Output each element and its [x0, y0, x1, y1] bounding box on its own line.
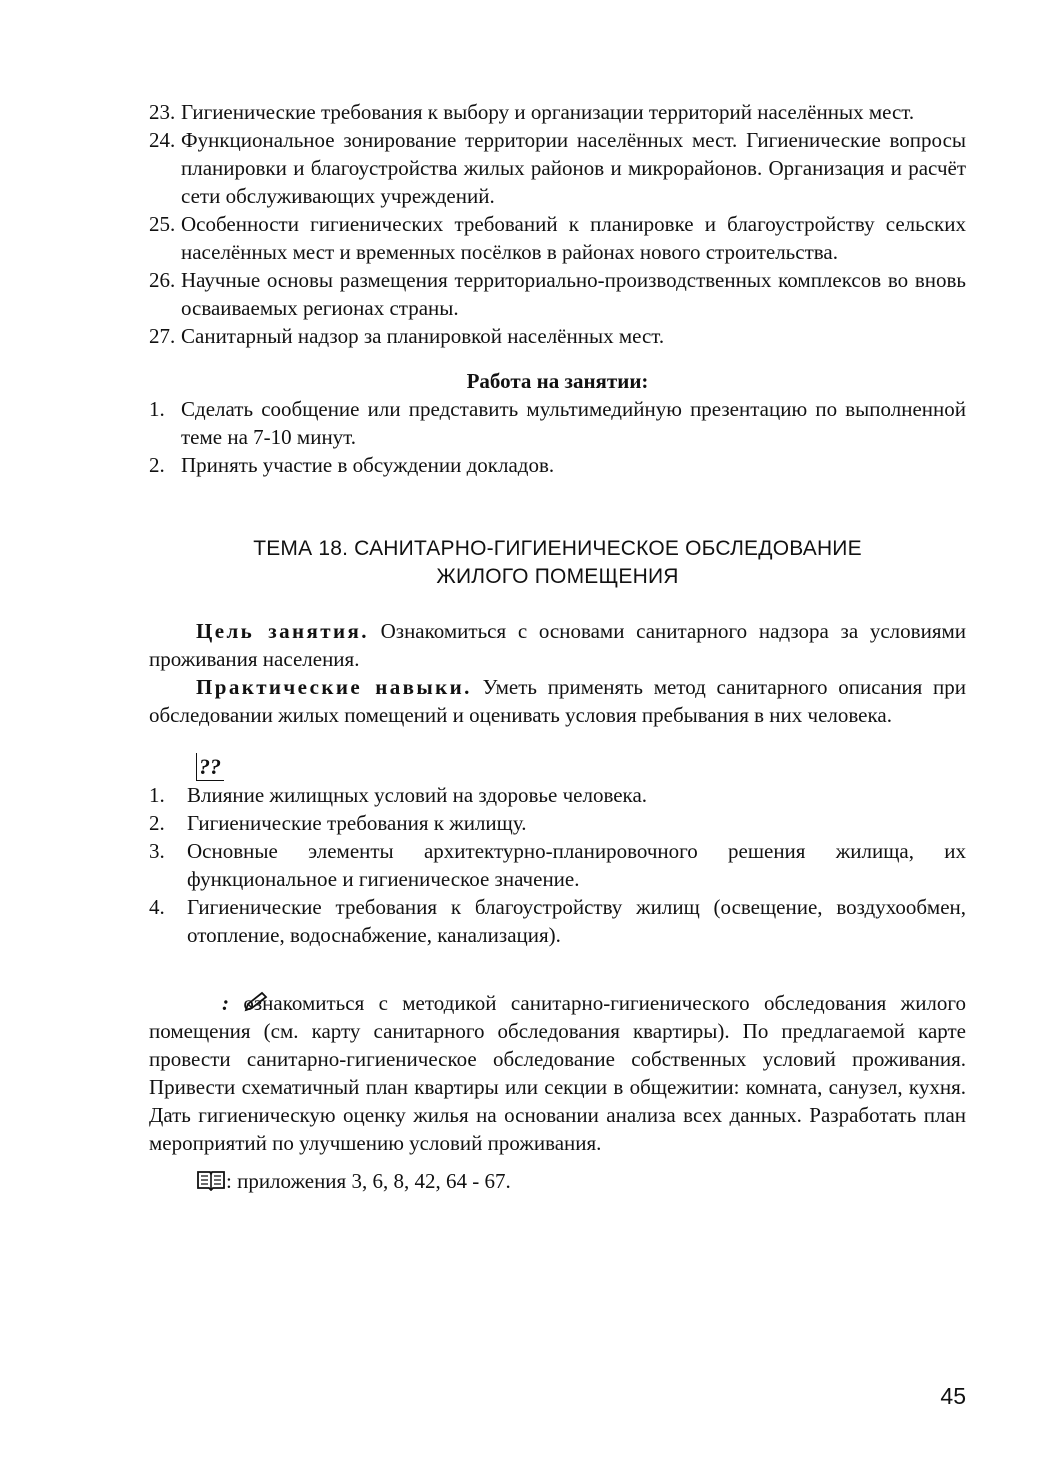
- skills-text: Уметь применять метод санитарного описания при обследовании жилых помещений и оценивать условия пребывания в них человека.: [149, 675, 966, 727]
- page-number: 45: [940, 1383, 966, 1409]
- goal-text: Ознакомиться с основами санитарного надзора за условиями проживания населения.: [149, 619, 967, 671]
- item-text: Гигиенические требования к благоустройству жилищ (освещение, воздухообмен, отопление, водоснабжение, канализация).: [187, 895, 966, 947]
- item-number: 2.: [149, 453, 165, 477]
- item-text: Принять участие в обсуждении докладов.: [181, 453, 555, 477]
- topic-title: [149, 535, 966, 591]
- list-item: [149, 395, 966, 451]
- list-item: [149, 210, 966, 266]
- list-item: [149, 451, 966, 479]
- topics-list: [149, 98, 966, 350]
- item-number: 4.: [149, 895, 165, 919]
- goal-paragraph: [149, 617, 966, 673]
- task-paragraph: [149, 989, 966, 1157]
- item-text: Гигиенические требования к выбору и организации территорий населённых мест.: [181, 100, 915, 124]
- item-text: Функциональное зонирование территории населённых мест. Гигиенические вопросы планировки и благоустройства жилых районов и микрорайонов. Организация и расчёт сети обслуживающих учреждений.: [181, 128, 966, 208]
- references-line: [149, 1167, 966, 1195]
- skills-label: Практические навыки.: [196, 675, 472, 699]
- list-item: [149, 126, 966, 210]
- item-number: 3.: [149, 839, 165, 863]
- pen-icon: [196, 991, 222, 1013]
- item-number: 27.: [149, 324, 176, 348]
- list-item: [149, 837, 966, 893]
- item-text: Особенности гигиенических требований к планировке и благоустройству сельских населённых мест и временных посёлков в районах нового строительства.: [181, 212, 966, 264]
- list-item: [149, 809, 966, 837]
- item-number: 1.: [149, 783, 165, 807]
- book-icon: [196, 1169, 226, 1191]
- topic-title-line2: ЖИЛОГО ПОМЕЩЕНИЯ: [436, 565, 679, 588]
- item-text: Сделать сообщение или представить мультимедийную презентацию по выполненной теме на 7-10 минут.: [181, 397, 966, 449]
- item-text: Научные основы размещения территориально-производственных комплексов во вновь осваиваемых регионах страны.: [181, 268, 966, 320]
- item-number: 24.: [149, 128, 176, 152]
- item-number: 25.: [149, 212, 176, 236]
- item-text: Основные элементы архитектурно-планировочного решения жилища, их функциональное и гигиеническое значение.: [187, 839, 966, 891]
- item-number: 26.: [149, 268, 176, 292]
- task-text: ознакомиться с методикой санитарно-гигиенического обследования жилого помещения (см. карту санитарного обследования квартиры). По предлагаемой карте провести санитарно-гигиеническое обследование собственных условий проживания. Привести схематичный план квартиры или секции в общежитии: комната, санузел, кухня. Дать гигиеническую оценку жилья на основании анализа всех данных. Разработать план мероприятий по улучшению условий проживания.: [149, 991, 967, 1155]
- list-item: [149, 98, 966, 126]
- list-item: [149, 781, 966, 809]
- item-text: Санитарный надзор за планировкой населённых мест.: [181, 324, 665, 348]
- references-text: : приложения 3, 6, 8, 42, 64 - 67.: [226, 1169, 511, 1193]
- item-text: Гигиенические требования к жилищу.: [187, 811, 527, 835]
- skills-paragraph: [149, 673, 966, 729]
- item-number: 2.: [149, 811, 165, 835]
- work-heading: Работа на занятии:: [466, 369, 649, 393]
- questions-icon: ??: [196, 753, 224, 781]
- item-text: Влияние жилищных условий на здоровье человека.: [187, 783, 648, 807]
- item-number: 23.: [149, 100, 176, 124]
- task-label: :: [222, 991, 229, 1015]
- item-number: 1.: [149, 397, 165, 421]
- questions-list: [149, 781, 966, 949]
- work-list: [149, 395, 966, 479]
- topic-title-line1: ТЕМА 18. САНИТАРНО-ГИГИЕНИЧЕСКОЕ ОБСЛЕДОВАНИЕ: [253, 537, 862, 560]
- list-item: [149, 266, 966, 322]
- goal-label: Цель занятия.: [196, 619, 369, 643]
- list-item: [149, 322, 966, 350]
- list-item: [149, 893, 966, 949]
- document-page: [149, 98, 966, 1195]
